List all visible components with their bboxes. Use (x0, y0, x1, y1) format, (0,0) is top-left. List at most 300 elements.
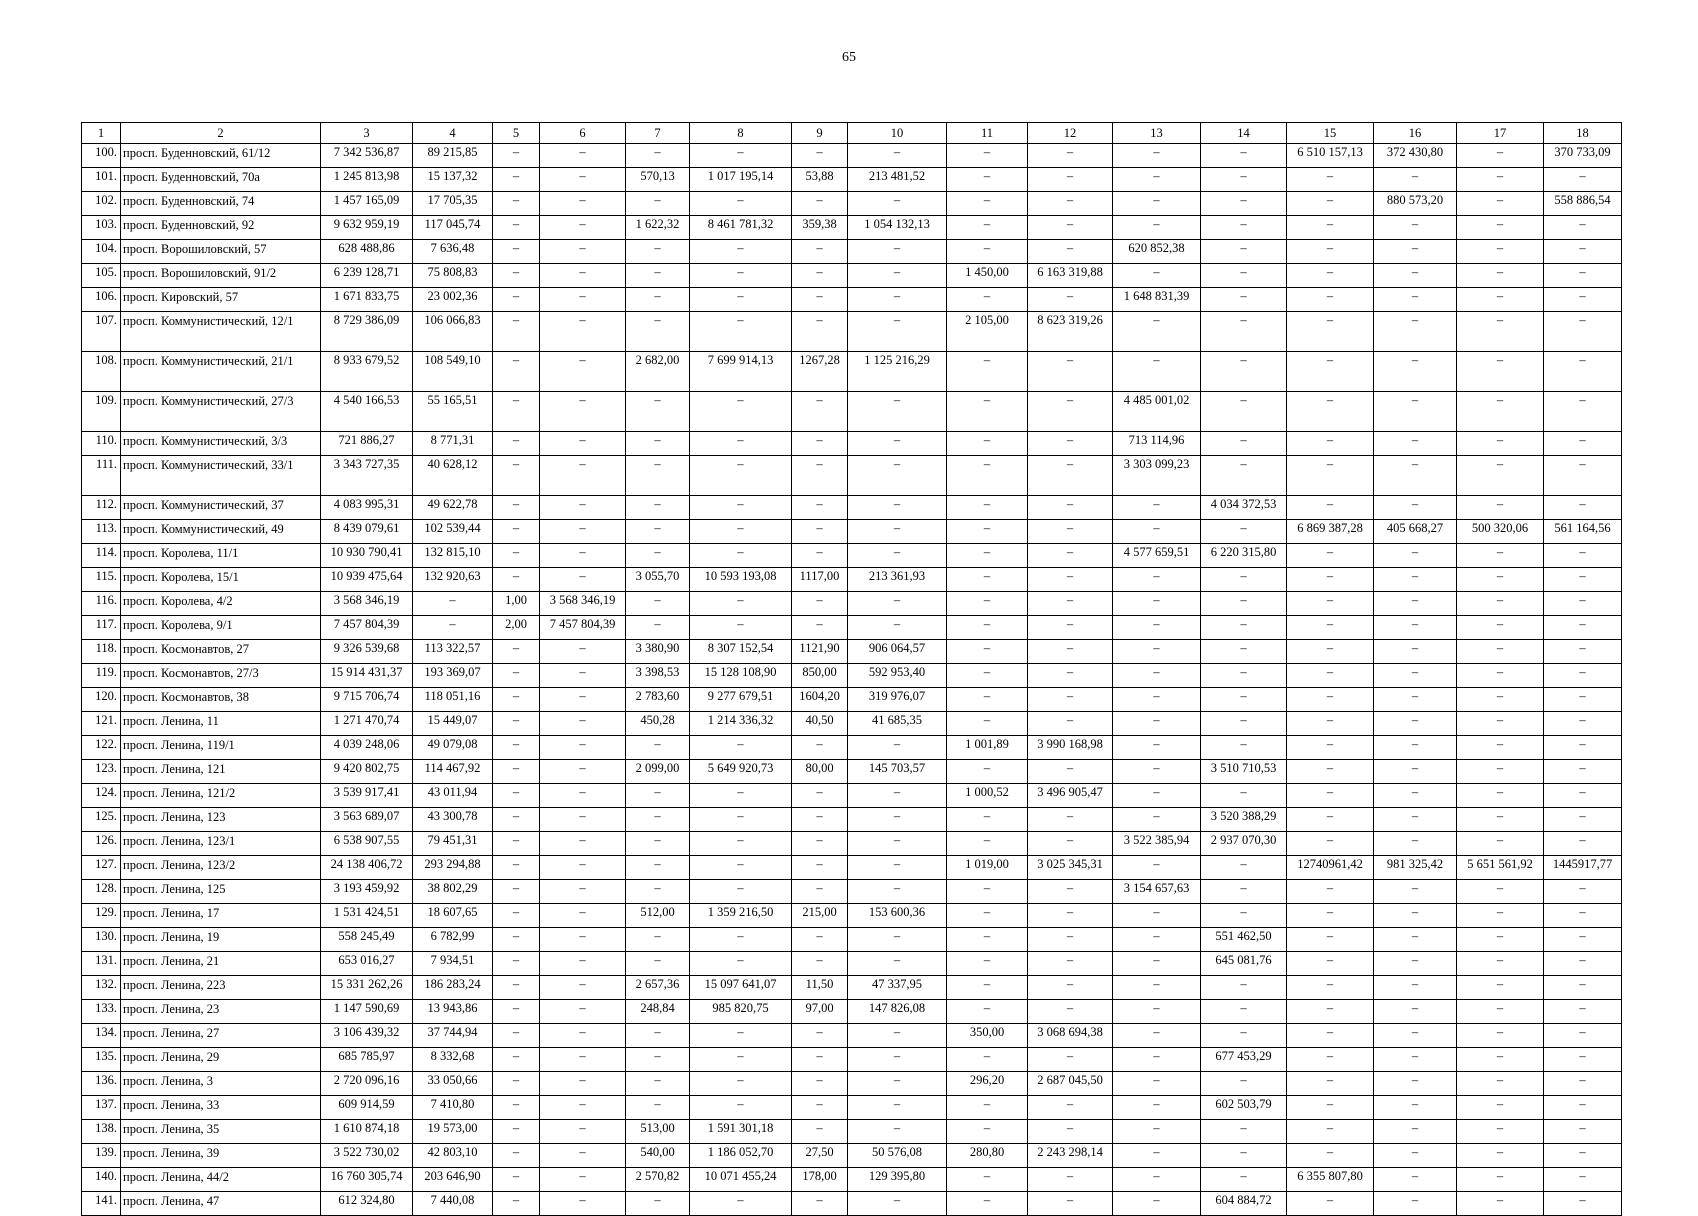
value-cell: – (1113, 1072, 1201, 1096)
value-cell: – (1201, 144, 1287, 168)
value-cell: – (848, 456, 947, 496)
value-cell: – (1457, 1192, 1544, 1216)
value-cell: – (1457, 288, 1544, 312)
value-cell: 1 622,32 (626, 216, 690, 240)
row-number: 138. (82, 1120, 121, 1144)
row-number: 128. (82, 880, 121, 904)
value-cell: – (1287, 1000, 1374, 1024)
value-cell: 602 503,79 (1201, 1096, 1287, 1120)
value-cell: – (1544, 832, 1622, 856)
table-row (82, 496, 1622, 520)
value-cell: 6 869 387,28 (1287, 520, 1374, 544)
value-cell: 1 017 195,14 (690, 168, 792, 192)
value-cell: – (1374, 640, 1457, 664)
value-cell: – (1113, 952, 1201, 976)
value-cell: – (1544, 760, 1622, 784)
value-cell: – (947, 144, 1028, 168)
value-cell: – (1201, 664, 1287, 688)
value-cell: – (690, 592, 792, 616)
value-cell: – (493, 832, 540, 856)
value-cell: – (493, 1096, 540, 1120)
address-cell: просп. Ленина, 33 (121, 1096, 321, 1120)
value-cell: – (1201, 688, 1287, 712)
address-cell: просп. Буденновский, 92 (121, 216, 321, 240)
value-cell: – (1374, 496, 1457, 520)
value-cell: 850,00 (792, 664, 848, 688)
value-cell: 500 320,06 (1457, 520, 1544, 544)
table-row (82, 928, 1622, 952)
value-cell: – (947, 640, 1028, 664)
value-cell: – (792, 592, 848, 616)
value-cell: 5 651 561,92 (1457, 856, 1544, 880)
value-cell: – (1457, 1168, 1544, 1192)
value-cell: 2 105,00 (947, 312, 1028, 352)
value-cell: 8 307 152,54 (690, 640, 792, 664)
value-cell: 19 573,00 (413, 1120, 493, 1144)
value-cell: – (1374, 616, 1457, 640)
value-cell: – (848, 1072, 947, 1096)
value-cell: – (626, 616, 690, 640)
value-cell: – (1287, 216, 1374, 240)
address-cell: просп. Ленина, 29 (121, 1048, 321, 1072)
value-cell: – (1201, 312, 1287, 352)
value-cell: – (540, 1096, 626, 1120)
value-cell: – (1028, 928, 1113, 952)
address-cell: просп. Ленина, 223 (121, 976, 321, 1000)
value-cell: – (1113, 1000, 1201, 1024)
value-cell: 880 573,20 (1374, 192, 1457, 216)
value-cell: – (1113, 192, 1201, 216)
value-cell: – (792, 392, 848, 432)
value-cell: 3 496 905,47 (1028, 784, 1113, 808)
value-cell: – (690, 880, 792, 904)
value-cell: – (1113, 1120, 1201, 1144)
value-cell: – (792, 856, 848, 880)
value-cell: – (1287, 392, 1374, 432)
value-cell: 43 300,78 (413, 808, 493, 832)
value-cell: – (1113, 976, 1201, 1000)
column-header-13: 13 (1113, 123, 1201, 144)
value-cell: – (1201, 1072, 1287, 1096)
row-number: 126. (82, 832, 121, 856)
value-cell: – (540, 808, 626, 832)
value-cell: – (626, 928, 690, 952)
value-cell: 3 343 727,35 (321, 456, 413, 496)
value-cell: – (792, 616, 848, 640)
value-cell: – (848, 808, 947, 832)
value-cell: – (1457, 496, 1544, 520)
value-cell: 8 729 386,09 (321, 312, 413, 352)
value-cell: – (1457, 832, 1544, 856)
value-cell: – (1374, 1048, 1457, 1072)
address-cell: просп. Ленина, 123/2 (121, 856, 321, 880)
value-cell: – (540, 352, 626, 392)
value-cell: – (848, 832, 947, 856)
value-cell: – (540, 856, 626, 880)
value-cell: – (540, 1168, 626, 1192)
value-cell: 7 457 804,39 (321, 616, 413, 640)
value-cell: – (493, 1072, 540, 1096)
value-cell: 1121,90 (792, 640, 848, 664)
value-cell: – (540, 904, 626, 928)
value-cell: 685 785,97 (321, 1048, 413, 1072)
value-cell: – (1201, 712, 1287, 736)
value-cell: – (947, 832, 1028, 856)
value-cell: – (848, 784, 947, 808)
value-cell: 1604,20 (792, 688, 848, 712)
value-cell: 49 622,78 (413, 496, 493, 520)
value-cell: – (1374, 832, 1457, 856)
value-cell: – (1544, 616, 1622, 640)
value-cell: – (1374, 1000, 1457, 1024)
value-cell: 713 114,96 (1113, 432, 1201, 456)
value-cell: – (626, 1048, 690, 1072)
address-cell: просп. Коммунистический, 12/1 (121, 312, 321, 352)
value-cell: 1 450,00 (947, 264, 1028, 288)
row-number: 129. (82, 904, 121, 928)
value-cell: 512,00 (626, 904, 690, 928)
row-number: 134. (82, 1024, 121, 1048)
row-number: 127. (82, 856, 121, 880)
value-cell: – (690, 952, 792, 976)
table-row (82, 1000, 1622, 1024)
value-cell: – (1201, 264, 1287, 288)
value-cell: 6 355 807,80 (1287, 1168, 1374, 1192)
value-cell: – (690, 808, 792, 832)
value-cell: 1 457 165,09 (321, 192, 413, 216)
value-cell: – (792, 264, 848, 288)
table-row (82, 568, 1622, 592)
value-cell: 118 051,16 (413, 688, 493, 712)
value-cell: – (1287, 496, 1374, 520)
value-cell: 7 934,51 (413, 952, 493, 976)
value-cell: – (540, 1024, 626, 1048)
table-row (82, 1120, 1622, 1144)
value-cell: – (1287, 352, 1374, 392)
value-cell: – (848, 1024, 947, 1048)
value-cell: – (1287, 904, 1374, 928)
address-cell: просп. Королева, 11/1 (121, 544, 321, 568)
value-cell: – (1201, 192, 1287, 216)
value-cell: 40 628,12 (413, 456, 493, 496)
value-cell: 97,00 (792, 1000, 848, 1024)
value-cell: 50 576,08 (848, 1144, 947, 1168)
value-cell: – (1028, 392, 1113, 432)
value-cell: 37 744,94 (413, 1024, 493, 1048)
value-cell: – (1457, 312, 1544, 352)
value-cell: – (848, 192, 947, 216)
value-cell: – (540, 640, 626, 664)
value-cell: – (947, 616, 1028, 640)
value-cell: – (540, 688, 626, 712)
value-cell: – (690, 832, 792, 856)
value-cell: – (1457, 544, 1544, 568)
table-row (82, 856, 1622, 880)
value-cell: – (1287, 928, 1374, 952)
value-cell: – (1374, 688, 1457, 712)
table-row (82, 264, 1622, 288)
value-cell: – (1201, 1144, 1287, 1168)
value-cell: – (1028, 712, 1113, 736)
value-cell: – (1374, 1192, 1457, 1216)
value-cell: – (690, 288, 792, 312)
value-cell: 558 245,49 (321, 928, 413, 952)
value-cell: 7 457 804,39 (540, 616, 626, 640)
value-cell: 43 011,94 (413, 784, 493, 808)
value-cell: – (540, 1000, 626, 1024)
value-cell: – (493, 736, 540, 760)
value-cell: – (626, 736, 690, 760)
value-cell: – (792, 1120, 848, 1144)
value-cell: 296,20 (947, 1072, 1028, 1096)
value-cell: – (1544, 880, 1622, 904)
value-cell: – (626, 496, 690, 520)
value-cell: – (1457, 456, 1544, 496)
value-cell: 1,00 (493, 592, 540, 616)
value-cell: – (1374, 264, 1457, 288)
value-cell: – (1028, 168, 1113, 192)
value-cell: 6 220 315,80 (1201, 544, 1287, 568)
value-cell: – (1201, 240, 1287, 264)
value-cell: – (626, 288, 690, 312)
value-cell: – (626, 880, 690, 904)
value-cell: 4 577 659,51 (1113, 544, 1201, 568)
value-cell: – (1374, 592, 1457, 616)
address-cell: просп. Ленина, 119/1 (121, 736, 321, 760)
value-cell: 8 771,31 (413, 432, 493, 456)
row-number: 113. (82, 520, 121, 544)
value-cell: 540,00 (626, 1144, 690, 1168)
value-cell: – (493, 928, 540, 952)
value-cell: – (493, 568, 540, 592)
value-cell: – (1113, 568, 1201, 592)
value-cell: – (947, 712, 1028, 736)
value-cell: – (1374, 1168, 1457, 1192)
address-cell: просп. Королева, 9/1 (121, 616, 321, 640)
address-cell: просп. Космонавтов, 27 (121, 640, 321, 664)
value-cell: – (947, 1048, 1028, 1072)
column-header-15: 15 (1287, 123, 1374, 144)
value-cell: – (1201, 592, 1287, 616)
value-cell: 450,28 (626, 712, 690, 736)
value-cell: – (493, 456, 540, 496)
value-cell: 7 342 536,87 (321, 144, 413, 168)
value-cell: 645 081,76 (1201, 952, 1287, 976)
value-cell: – (1287, 712, 1374, 736)
value-cell: 38 802,29 (413, 880, 493, 904)
value-cell: – (1287, 952, 1374, 976)
value-cell: – (690, 544, 792, 568)
value-cell: 41 685,35 (848, 712, 947, 736)
value-cell: – (1544, 688, 1622, 712)
value-cell: – (1457, 736, 1544, 760)
value-cell: – (540, 736, 626, 760)
value-cell: – (690, 240, 792, 264)
value-cell: – (792, 520, 848, 544)
value-cell: – (540, 928, 626, 952)
value-cell: – (947, 168, 1028, 192)
value-cell: – (792, 880, 848, 904)
value-cell: – (1374, 880, 1457, 904)
value-cell: 677 453,29 (1201, 1048, 1287, 1072)
value-cell: – (626, 520, 690, 544)
table-row (82, 432, 1622, 456)
value-cell: 113 322,57 (413, 640, 493, 664)
value-cell: – (792, 288, 848, 312)
value-cell: 1 671 833,75 (321, 288, 413, 312)
value-cell: 2 720 096,16 (321, 1072, 413, 1096)
column-header-11: 11 (947, 123, 1028, 144)
value-cell: – (690, 784, 792, 808)
value-cell: – (947, 1168, 1028, 1192)
value-cell: – (1374, 1096, 1457, 1120)
row-number: 137. (82, 1096, 121, 1120)
value-cell: – (1544, 216, 1622, 240)
value-cell: – (1544, 352, 1622, 392)
value-cell: 6 239 128,71 (321, 264, 413, 288)
value-cell: 42 803,10 (413, 1144, 493, 1168)
value-cell: 1 054 132,13 (848, 216, 947, 240)
value-cell: – (1544, 808, 1622, 832)
value-cell: – (1457, 880, 1544, 904)
value-cell: – (1113, 520, 1201, 544)
value-cell: 405 668,27 (1374, 520, 1457, 544)
address-cell: просп. Ленина, 3 (121, 1072, 321, 1096)
table-row (82, 192, 1622, 216)
value-cell: – (1028, 760, 1113, 784)
value-cell: – (1374, 544, 1457, 568)
value-cell: 8 623 319,26 (1028, 312, 1113, 352)
table-row (82, 352, 1622, 392)
value-cell: – (540, 144, 626, 168)
row-number: 109. (82, 392, 121, 432)
address-cell: просп. Ленина, 27 (121, 1024, 321, 1048)
value-cell: – (493, 712, 540, 736)
value-cell: – (540, 168, 626, 192)
value-cell: – (1457, 240, 1544, 264)
value-cell: – (540, 216, 626, 240)
value-cell: 5 649 920,73 (690, 760, 792, 784)
value-cell: – (1457, 760, 1544, 784)
value-cell: – (1287, 640, 1374, 664)
value-cell: – (1201, 976, 1287, 1000)
value-cell: – (540, 832, 626, 856)
value-cell: – (792, 456, 848, 496)
value-cell: – (1544, 392, 1622, 432)
value-cell: – (1544, 904, 1622, 928)
value-cell: – (947, 568, 1028, 592)
value-cell: 1 000,52 (947, 784, 1028, 808)
value-cell: 23 002,36 (413, 288, 493, 312)
table-row (82, 760, 1622, 784)
value-cell: – (1544, 1144, 1622, 1168)
value-cell: – (848, 1048, 947, 1072)
value-cell: – (848, 928, 947, 952)
value-cell: – (540, 1072, 626, 1096)
value-cell: – (1457, 664, 1544, 688)
value-cell: – (1374, 952, 1457, 976)
value-cell: – (1287, 592, 1374, 616)
value-cell: 24 138 406,72 (321, 856, 413, 880)
value-cell: 906 064,57 (848, 640, 947, 664)
value-cell: – (1544, 1120, 1622, 1144)
value-cell: – (792, 192, 848, 216)
row-number: 135. (82, 1048, 121, 1072)
value-cell: – (1201, 1024, 1287, 1048)
row-number: 103. (82, 216, 121, 240)
value-cell: – (848, 880, 947, 904)
value-cell: – (1287, 784, 1374, 808)
table-row (82, 1192, 1622, 1216)
value-cell: – (540, 288, 626, 312)
value-cell: – (947, 1120, 1028, 1144)
value-cell: – (690, 520, 792, 544)
value-cell: – (792, 544, 848, 568)
value-cell: – (1544, 1024, 1622, 1048)
value-cell: 3 068 694,38 (1028, 1024, 1113, 1048)
value-cell: – (1287, 456, 1374, 496)
value-cell: 132 920,63 (413, 568, 493, 592)
row-number: 118. (82, 640, 121, 664)
value-cell: 3 106 439,32 (321, 1024, 413, 1048)
value-cell: – (1028, 808, 1113, 832)
value-cell: – (1028, 352, 1113, 392)
value-cell: – (493, 808, 540, 832)
value-cell: 2,00 (493, 616, 540, 640)
value-cell: – (493, 192, 540, 216)
value-cell: – (1374, 1120, 1457, 1144)
value-cell: 3 510 710,53 (1201, 760, 1287, 784)
value-cell: – (1287, 976, 1374, 1000)
value-cell: – (1113, 352, 1201, 392)
value-cell: – (1374, 456, 1457, 496)
value-cell: 17 705,35 (413, 192, 493, 216)
table-row (82, 392, 1622, 432)
page-number: 65 (842, 50, 856, 65)
value-cell: – (626, 808, 690, 832)
value-cell: – (690, 496, 792, 520)
value-cell: 1 271 470,74 (321, 712, 413, 736)
value-cell: – (1544, 456, 1622, 496)
value-cell: – (1028, 1120, 1113, 1144)
address-cell: просп. Ленина, 35 (121, 1120, 321, 1144)
column-header-8: 8 (690, 123, 792, 144)
value-cell: – (1457, 616, 1544, 640)
value-cell: 319 976,07 (848, 688, 947, 712)
table-row (82, 808, 1622, 832)
value-cell: – (1028, 144, 1113, 168)
row-number: 114. (82, 544, 121, 568)
value-cell: 1 147 590,69 (321, 1000, 413, 1024)
row-number: 131. (82, 952, 121, 976)
value-cell: – (1544, 544, 1622, 568)
value-cell: 1 125 216,29 (848, 352, 947, 392)
value-cell: – (1544, 1096, 1622, 1120)
value-cell: 15 128 108,90 (690, 664, 792, 688)
value-cell: – (947, 880, 1028, 904)
value-cell: 3 539 917,41 (321, 784, 413, 808)
value-cell: – (1457, 904, 1544, 928)
value-cell: – (1201, 1120, 1287, 1144)
address-cell: просп. Коммунистический, 21/1 (121, 352, 321, 392)
value-cell: – (690, 1048, 792, 1072)
value-cell: – (848, 736, 947, 760)
address-cell: просп. Буденновский, 70а (121, 168, 321, 192)
value-cell: – (792, 1096, 848, 1120)
value-cell: – (1374, 392, 1457, 432)
value-cell: 3 568 346,19 (321, 592, 413, 616)
value-cell: – (1287, 1072, 1374, 1096)
